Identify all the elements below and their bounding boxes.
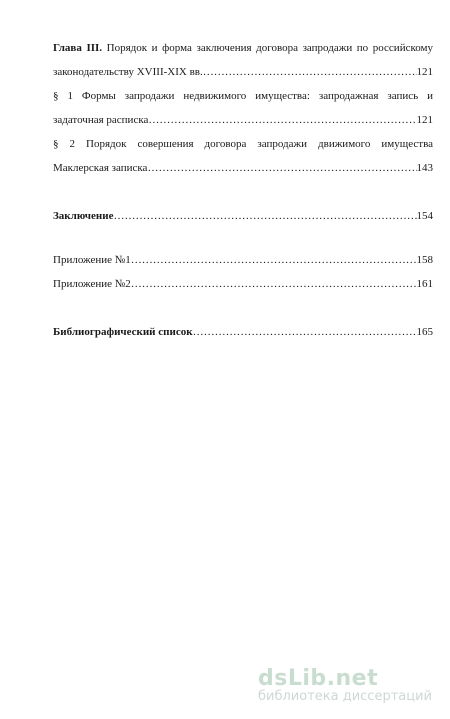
- toc-section-1-title-cont: задаточная расписка: [53, 114, 149, 126]
- toc-section-1-line1: § 1 Формы запродажи недвижимого имущества: запродажная запись и: [53, 90, 433, 102]
- toc-section-2-title-cont: Маклерская записка: [53, 162, 148, 174]
- toc-conclusion[interactable]: [53, 204, 433, 228]
- toc-section-1-page: 121: [416, 114, 433, 126]
- watermark-logo: dsLib.net: [258, 666, 379, 691]
- toc-conclusion-label: Заключение: [53, 210, 114, 222]
- table-of-contents: [53, 36, 433, 344]
- toc-appendix-1[interactable]: [53, 248, 433, 272]
- toc-appendix-2[interactable]: [53, 272, 433, 296]
- toc-conclusion-page: 154: [416, 210, 433, 222]
- dot-leader: [203, 60, 417, 84]
- toc-appendix-1-page: 158: [416, 254, 433, 266]
- dot-leader: [113, 204, 416, 228]
- toc-bibliography[interactable]: [53, 320, 433, 344]
- watermark-subtitle: библиотека диссертаций: [258, 689, 432, 704]
- dot-leader: [193, 320, 417, 344]
- dot-leader: [147, 156, 416, 180]
- toc-section-2-page: 143: [416, 162, 433, 174]
- toc-appendix-2-label: Приложение №2: [53, 278, 131, 290]
- toc-chapter-3-line1: [53, 36, 433, 60]
- toc-section-2-line1: § 2 Порядок совершения договора запродажи движимого имущества: [53, 138, 433, 150]
- toc-section-1-line2[interactable]: [53, 108, 433, 132]
- toc-bibliography-label: Библиографический список: [53, 326, 193, 338]
- toc-chapter-3-title-cont: законодательству XVIII-XIX вв.: [53, 66, 203, 78]
- watermark: [258, 666, 432, 704]
- toc-bibliography-page: 165: [416, 326, 433, 338]
- toc-section-2-line2[interactable]: [53, 156, 433, 180]
- toc-appendix-1-label: Приложение №1: [53, 254, 131, 266]
- toc-chapter-3-title: Порядок и форма заключения договора запродажи по российскому: [102, 42, 433, 54]
- dot-leader: [131, 272, 417, 296]
- toc-chapter-3-line2[interactable]: [53, 60, 433, 84]
- dot-leader: [148, 108, 416, 132]
- toc-appendix-2-page: 161: [416, 278, 433, 290]
- toc-chapter-3-page: 121: [416, 66, 433, 78]
- dot-leader: [131, 248, 417, 272]
- toc-chapter-3-label: Глава III.: [53, 42, 103, 54]
